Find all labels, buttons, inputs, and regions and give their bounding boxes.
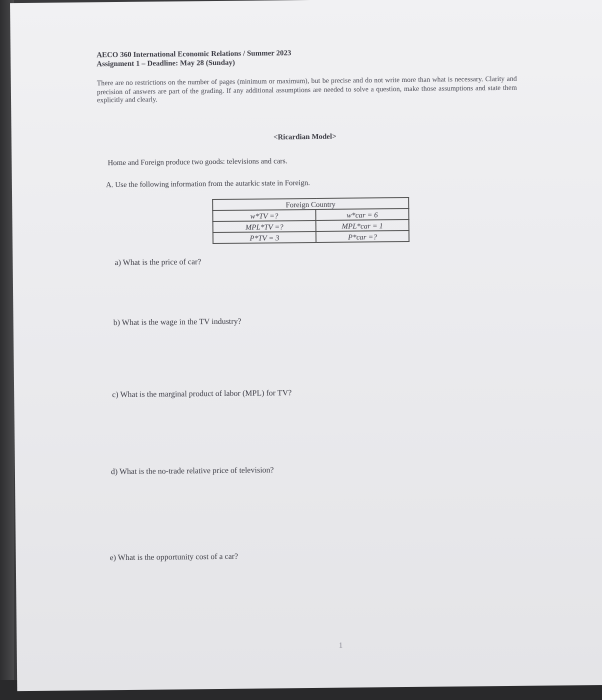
question-b: b) What is the wage in the TV industry? [113,316,242,328]
model-description: Home and Foreign produce two goods: televisions and cars. [107,156,288,168]
table-cell: w*car = 6 [316,208,409,220]
foreign-country-table [212,197,409,244]
document-page [10,0,602,691]
section-title: <Ricardian Model> [273,131,337,142]
document-header [97,48,292,68]
table-cell: MPL*TV =? [213,220,316,232]
assignment-deadline: Assignment 1 – Deadline: May 28 (Sunday) [96,57,236,69]
page-number: 1 [338,640,343,650]
question-a: a) What is the price of car? [114,257,202,268]
table-cell: w*TV =? [213,209,316,221]
table-header: Foreign Country [213,197,409,210]
part-a-instruction: A. Use the following information from the autarkic state in Foreign. [105,178,311,190]
instructions-paragraph: There are no restrictions on the number of pages (minimum or maximum), but be precise and do not write more than what is necessary. Clarity and precision of answers are part of the grading. If any additional assumptions are needed to solve a question, make those assumptions and state them explicitly and clearly. [96,74,517,105]
course-title: AECO 360 International Economic Relations / Summer 2023 [96,48,292,60]
table-cell: P*car =? [316,230,409,242]
question-c: c) What is the marginal product of labor (MPL) for TV? [112,388,292,400]
question-d: d) What is the no-trade relative price of television? [110,465,274,477]
table-cell: P*TV = 3 [213,231,316,243]
table-row [213,230,409,243]
table-cell: MPL*car = 1 [316,219,409,231]
question-e: e) What is the opportunity cost of a car? [109,551,239,563]
